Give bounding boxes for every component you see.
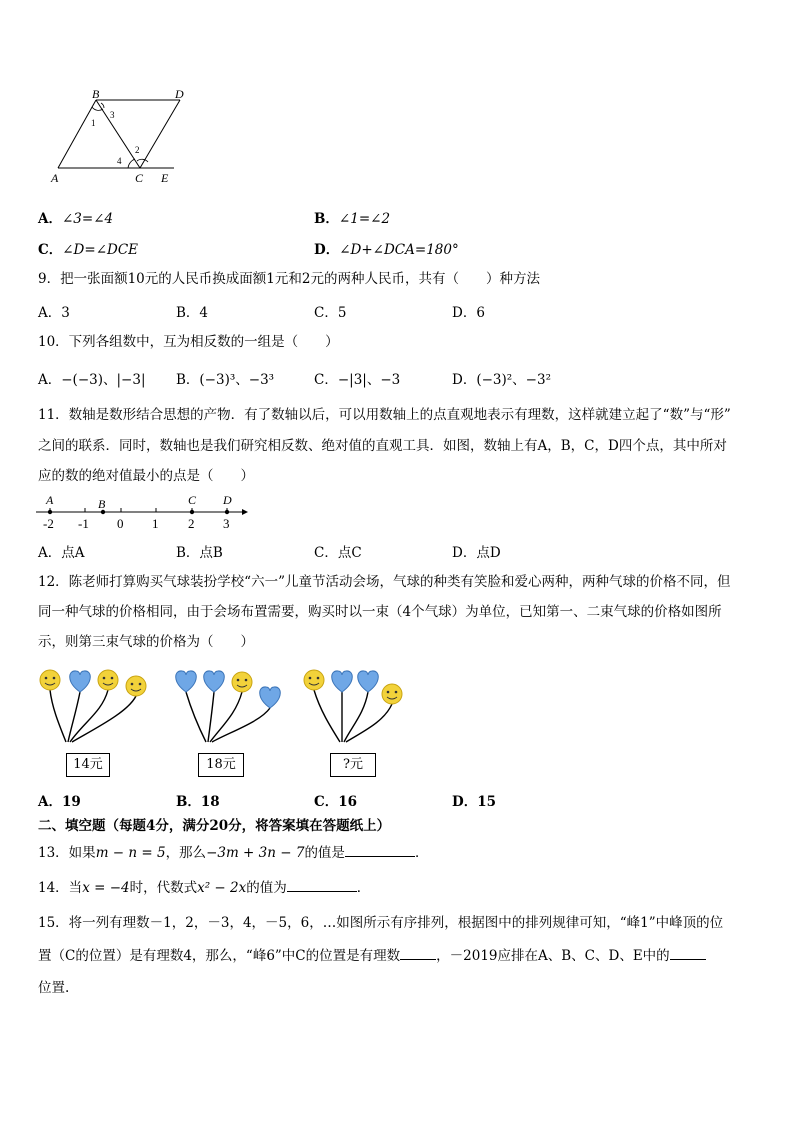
- q9-stem: 9．把一张面额10元的人民币换成面额1元和2元的两种人民币，共有（ ）种方法: [38, 271, 540, 287]
- label-D: D: [175, 88, 184, 101]
- angle-4-label: 4: [117, 156, 122, 166]
- heart-balloon-icon: [70, 671, 91, 692]
- price-tag-3: ?元: [330, 753, 376, 777]
- q11-option-b: B．点B: [176, 545, 223, 561]
- balloon-bunch-1: [36, 662, 156, 754]
- q12-option-a: A．19: [38, 794, 81, 810]
- q8-option-b: B．∠1=∠2: [314, 211, 391, 227]
- q13-expr-1: m − n = 5: [95, 845, 166, 861]
- balloon-bunch-2: [170, 662, 290, 754]
- tick-label: 2: [188, 516, 195, 531]
- q14-expr-1: x = −4: [82, 880, 130, 896]
- q10-stem: 10．下列各组数中，互为相反数的一组是（ ）: [38, 334, 339, 350]
- label-C: C: [135, 171, 144, 185]
- smiley-balloon-icon: [98, 670, 118, 690]
- q11-option-d: D．点D: [452, 545, 501, 561]
- tick-label: -1: [78, 516, 89, 531]
- smiley-balloon-icon: [232, 672, 252, 692]
- q15-stem-line1: 15．将一列有理数－1，2，－3，4，－5，6，…如图所示有序排列，根据图中的排列规律可知，“峰1”中峰顶的位: [38, 915, 724, 931]
- q10-option-b: B．(−3)³、−3³: [176, 372, 275, 388]
- q9-option-b: B．4: [176, 305, 209, 321]
- heart-balloon-icon: [260, 687, 281, 708]
- tick-label: -2: [43, 516, 54, 531]
- tick-label: 1: [152, 516, 159, 531]
- q12-stem-line3: 示，则第三束气球的价格为（ ）: [38, 634, 254, 650]
- heart-balloon-icon: [332, 671, 353, 692]
- point-C-label: C: [188, 493, 197, 507]
- q11-stem-line1: 11．数轴是数形结合思想的产物．有了数轴以后，可以用数轴上的点直观地表示有理数，这样就建立起了“数”与“形”: [38, 407, 731, 423]
- heart-balloon-icon: [204, 671, 225, 692]
- label-E: E: [161, 171, 169, 185]
- q12-stem-line2: 同一种气球的价格相同，由于会场布置需要，购买时以一束（4个气球）为单位，已知第一、二束气球的价格如图所: [38, 604, 722, 620]
- q9-option-a: A．3: [38, 305, 70, 321]
- q12-option-d: D．15: [452, 794, 496, 810]
- point-D-label: D: [223, 493, 232, 507]
- q13-answer-blank[interactable]: [345, 842, 415, 857]
- balloon-bunch-3: [302, 662, 412, 754]
- q11-option-c: C．点C: [314, 545, 362, 561]
- parallelogram-figure: [48, 88, 198, 188]
- q15-stem-line2: 置（C的位置）是有理数4，那么，“峰6”中C的位置是有理数 ，－2019应排在A、B、C、D、E中的: [38, 945, 706, 966]
- q15-stem-line3: 位置.: [38, 980, 70, 996]
- heart-balloon-icon: [176, 671, 197, 692]
- point-B-label: B: [98, 497, 106, 511]
- section-heading: 二、填空题（每题4分，满分20分，将答案填在答题纸上）: [38, 818, 391, 834]
- tick-label: 3: [223, 516, 230, 531]
- q14-answer-blank[interactable]: [287, 877, 357, 892]
- q11-option-a: A．点A: [38, 545, 85, 561]
- tick-label: 0: [117, 516, 124, 531]
- label-A: A: [51, 171, 59, 185]
- angle-3-label: 3: [110, 110, 115, 120]
- q11-stem-line2: 之间的联系．同时，数轴也是我们研究相反数、绝对值的直观工具．如图，数轴上有A，B，C，D四个点，其中所对: [38, 438, 727, 454]
- q11-stem-line3: 应的数的绝对值最小的点是（ ）: [38, 468, 254, 484]
- smiley-balloon-icon: [382, 684, 402, 704]
- q15-answer-blank-2[interactable]: [670, 945, 706, 960]
- q12-option-c: C．16: [314, 794, 358, 810]
- q8-option-d: D．∠D+∠DCA=180°: [314, 242, 459, 258]
- smiley-balloon-icon: [304, 670, 324, 690]
- price-tag-1: 14元: [66, 753, 110, 777]
- angle-1-label: 1: [91, 118, 96, 128]
- q10-option-d: D．(−3)²、−3²: [452, 372, 551, 388]
- q12-stem-line1: 12．陈老师打算购买气球装扮学校“六一”儿童节活动会场，气球的种类有笑脸和爱心两种，两种气球的价格不同，但: [38, 574, 731, 590]
- price-tag-2: 18元: [198, 753, 244, 777]
- smiley-balloon-icon: [126, 676, 146, 696]
- q10-option-c: C．−|3|、−3: [314, 372, 401, 388]
- q12-option-b: B．18: [176, 794, 220, 810]
- number-line: [34, 490, 254, 532]
- q9-option-c: C．5: [314, 305, 347, 321]
- smiley-balloon-icon: [40, 670, 60, 690]
- q15-answer-blank-1[interactable]: [400, 945, 436, 960]
- q10-option-a: A．−(−3)、|−3|: [38, 372, 146, 388]
- q8-option-c: C．∠D=∠DCE: [38, 242, 139, 258]
- angle-2-label: 2: [135, 145, 140, 155]
- label-B: B: [92, 88, 100, 101]
- point-A-label: A: [46, 493, 54, 507]
- q14-stem: 14．当x = −4时，代数式x² − 2x的值为 ．: [38, 877, 370, 898]
- q13-expr-2: −3m + 3n − 7: [206, 845, 305, 861]
- q13-stem: 13．如果m − n = 5，那么−3m + 3n − 7的值是 ．: [38, 842, 428, 863]
- q9-option-d: D．6: [452, 305, 485, 321]
- q14-expr-2: x² − 2x: [197, 880, 247, 896]
- heart-balloon-icon: [358, 671, 379, 692]
- q8-option-a: A．∠3=∠4: [38, 211, 114, 227]
